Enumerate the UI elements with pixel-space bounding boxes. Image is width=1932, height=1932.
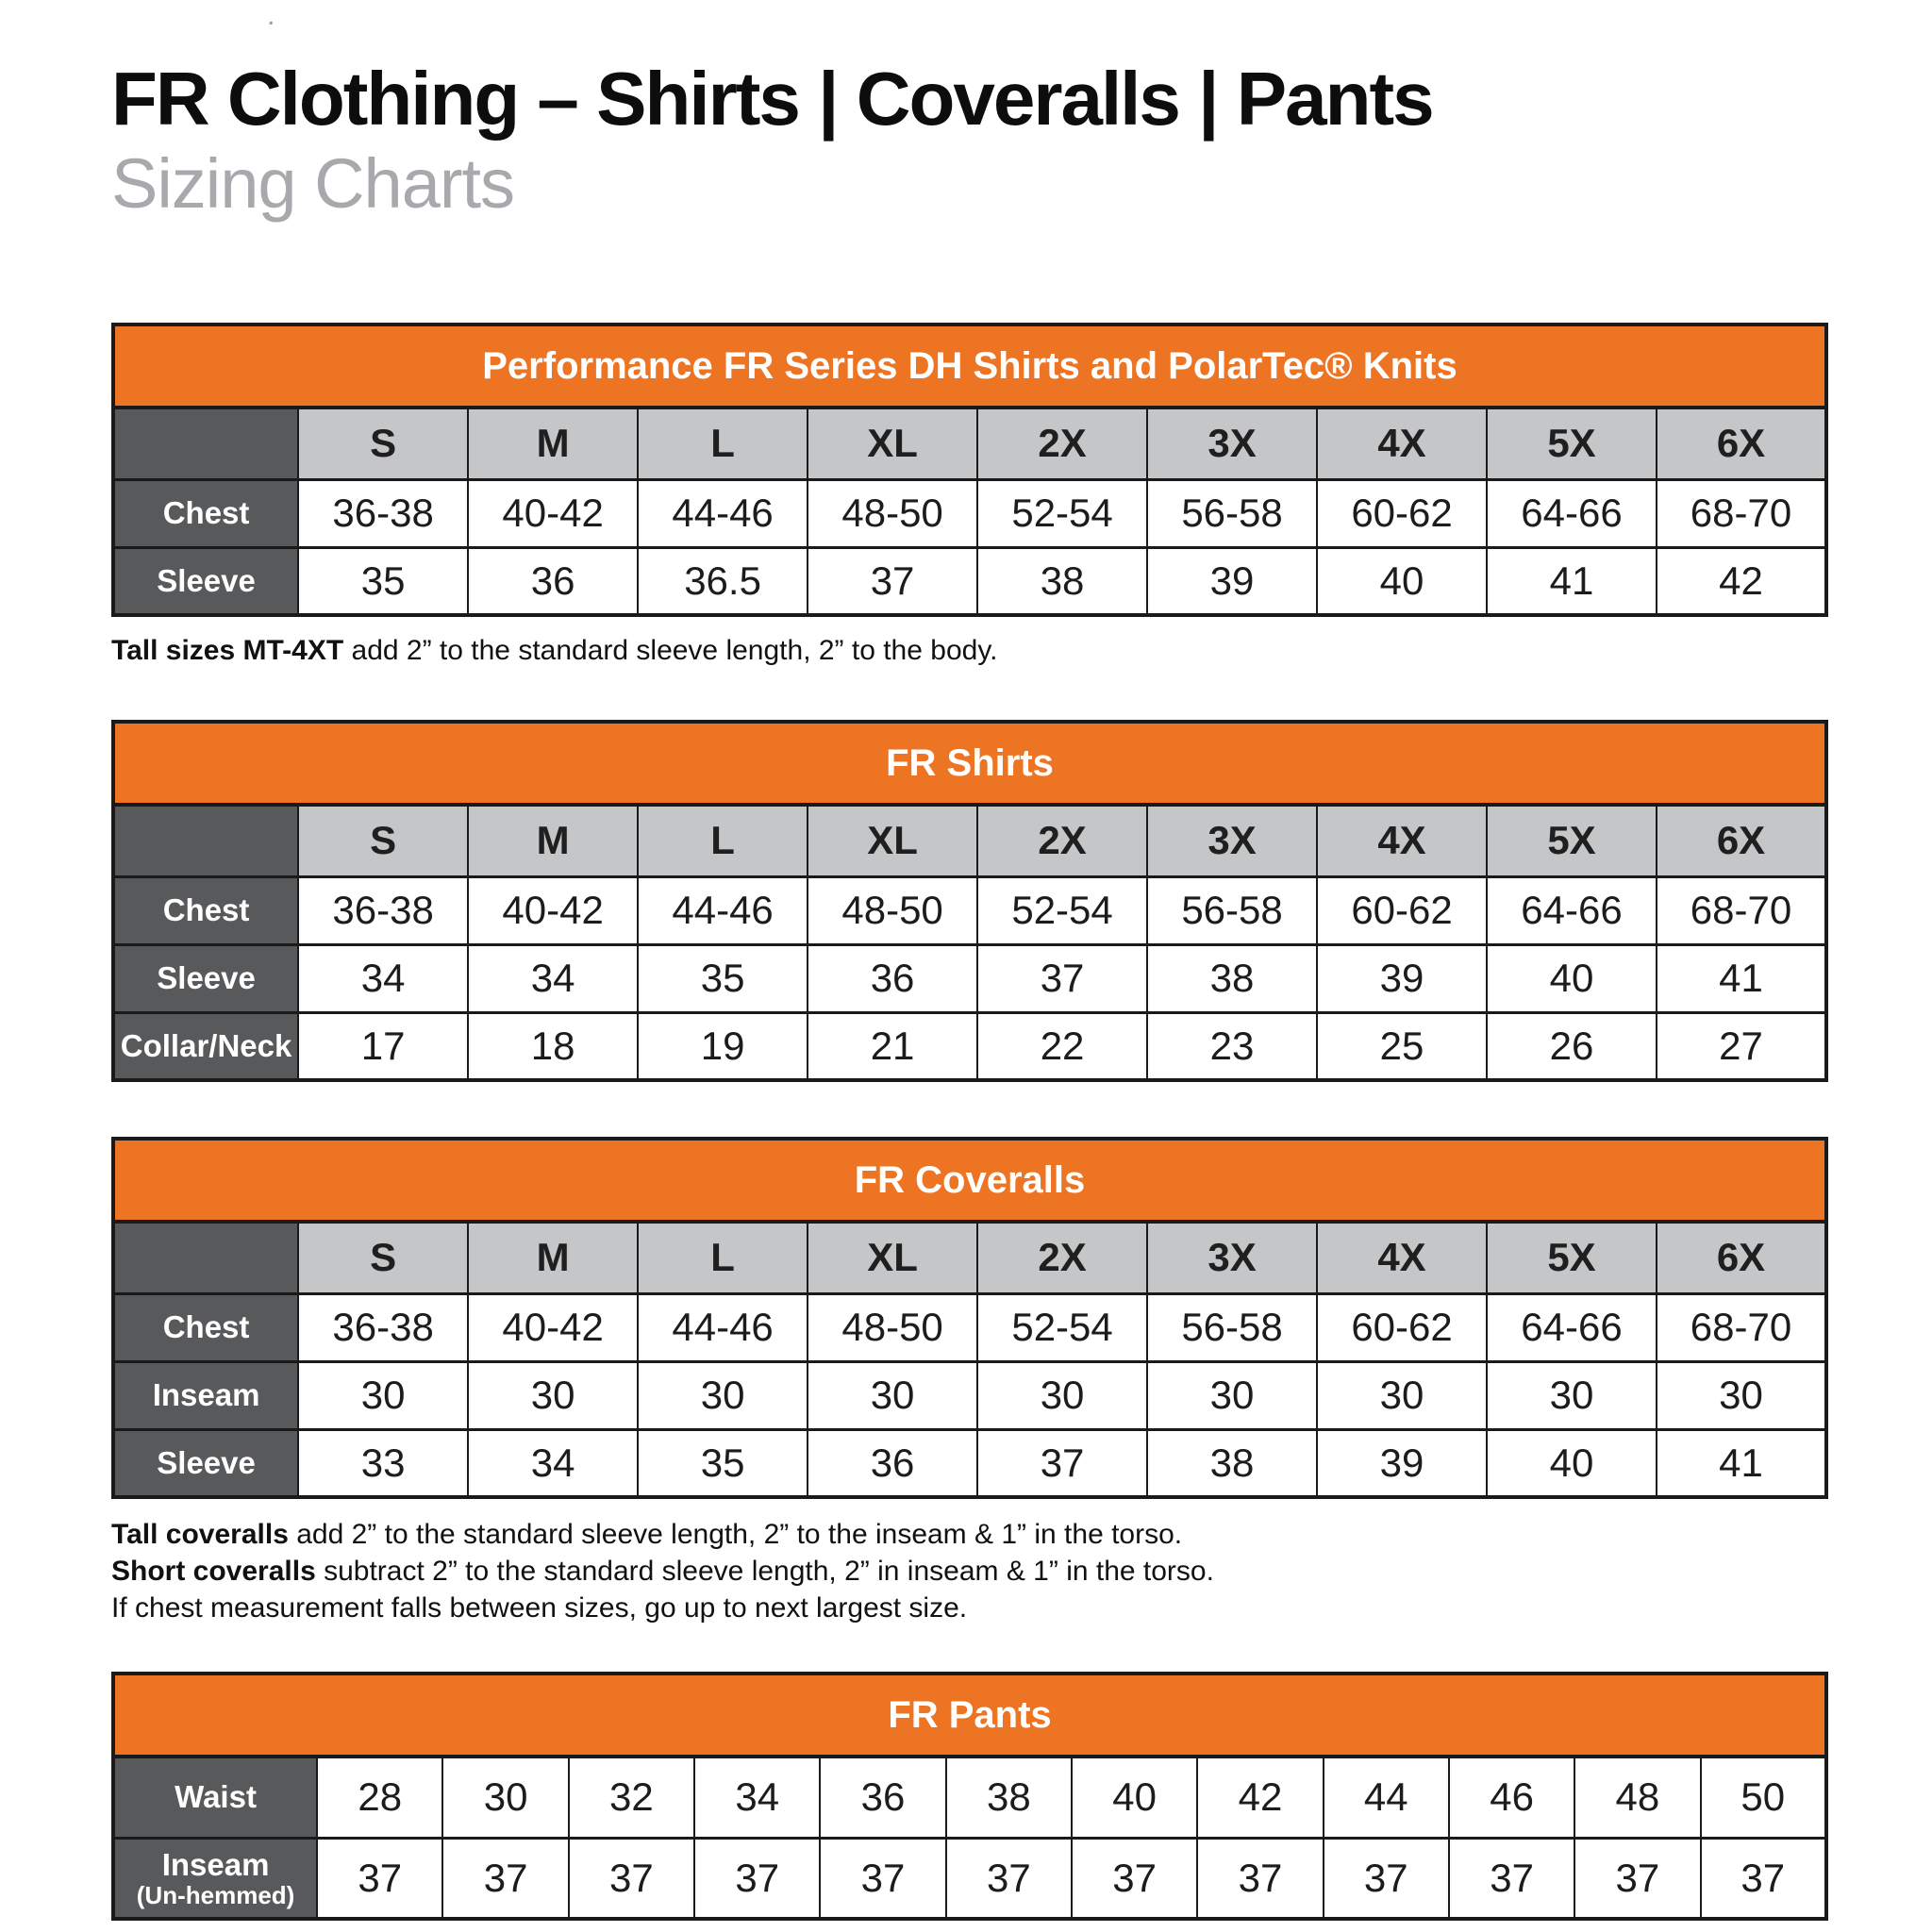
data-cell: 52-54 [977,1293,1147,1361]
data-cell: 64-66 [1487,479,1657,547]
data-cell: 37 [977,944,1147,1012]
data-cell: 37 [694,1838,820,1919]
table-title-row [113,1674,1826,1757]
table-notes [111,632,1828,669]
data-cell: 34 [298,944,468,1012]
page-title: FR Clothing – Shirts | Coveralls | Pants [111,57,1433,141]
data-cell: 40 [1487,944,1657,1012]
data-cell: 48-50 [808,876,977,944]
data-cell: 56-58 [1147,479,1317,547]
note-text: add 2” to the standard sleeve length, 2” to the body. [343,635,998,666]
data-cell: 44-46 [638,479,808,547]
data-cell: 34 [694,1757,820,1838]
data-cell: 37 [1072,1838,1197,1919]
data-cell: 48-50 [808,1293,977,1361]
data-cell: 44 [1324,1757,1449,1838]
note-bold-text: Short coveralls [111,1556,316,1587]
data-cell: 40-42 [468,1293,638,1361]
table-title: Performance FR Series DH Shirts and PolarTec® Knits [113,325,1826,408]
row-label-text: Chest [162,892,250,927]
data-cell: 38 [1147,1429,1317,1497]
data-cell: 37 [442,1838,568,1919]
data-cell: 38 [1147,944,1317,1012]
data-cell: 25 [1317,1012,1487,1080]
table-title-row [113,325,1826,408]
data-cell: 60-62 [1317,479,1487,547]
data-cell: 44-46 [638,1293,808,1361]
size-header-3x: 3X [1147,408,1317,479]
row-label [113,547,298,615]
row-label-text: Chest [162,1309,250,1344]
data-cell: 23 [1147,1012,1317,1080]
data-cell: 56-58 [1147,1293,1317,1361]
data-cell: 30 [1657,1361,1826,1429]
corner-cell [113,408,298,479]
data-cell: 37 [1197,1838,1323,1919]
note-text: If chest measurement falls between sizes, go up to next largest size. [111,1592,968,1624]
size-header-5x: 5X [1487,805,1657,876]
size-header-2x: 2X [977,408,1147,479]
data-cell: 46 [1449,1757,1574,1838]
sizing-table-fr-coveralls [111,1137,1828,1499]
data-cell: 30 [977,1361,1147,1429]
table-title-row [113,722,1826,805]
data-cell: 26 [1487,1012,1657,1080]
data-cell: 37 [946,1838,1072,1919]
size-header-5x: 5X [1487,408,1657,479]
size-header-6x: 6X [1657,1222,1826,1293]
data-cell: 38 [977,547,1147,615]
row-label-text: Sleeve [157,960,256,995]
data-cell: 37 [1701,1838,1826,1919]
row-label-text: Collar/Neck [120,1027,292,1063]
size-header-m: M [468,1222,638,1293]
size-header-6x: 6X [1657,805,1826,876]
data-cell: 52-54 [977,876,1147,944]
note-bold-text: Tall sizes MT-4XT [111,635,344,666]
size-header-l: L [638,408,808,479]
data-cell: 36.5 [638,547,808,615]
table-row-chest [113,876,1826,944]
table-title-row [113,1139,1826,1222]
data-cell: 64-66 [1487,876,1657,944]
data-cell: 42 [1197,1757,1323,1838]
data-cell: 36 [820,1757,945,1838]
data-cell: 44-46 [638,876,808,944]
data-cell: 40 [1072,1757,1197,1838]
size-header-3x: 3X [1147,1222,1317,1293]
size-header-2x: 2X [977,805,1147,876]
data-cell: 50 [1701,1757,1826,1838]
row-label-text: Waist [175,1779,257,1815]
data-cell: 30 [638,1361,808,1429]
data-cell: 18 [468,1012,638,1080]
data-cell: 34 [468,944,638,1012]
data-cell: 30 [1147,1361,1317,1429]
data-cell: 40-42 [468,876,638,944]
size-header-5x: 5X [1487,1222,1657,1293]
row-label [113,1361,298,1429]
note-line [111,1590,1828,1626]
data-cell: 28 [317,1757,442,1838]
size-header-m: M [468,805,638,876]
data-cell: 30 [1317,1361,1487,1429]
row-label [113,876,298,944]
row-label [113,479,298,547]
size-header-s: S [298,408,468,479]
data-cell: 39 [1147,547,1317,615]
note-bold-text: Tall coveralls [111,1519,289,1550]
data-cell: 17 [298,1012,468,1080]
size-header-6x: 6X [1657,408,1826,479]
size-header-l: L [638,1222,808,1293]
note-line [111,1516,1828,1553]
table-title: FR Coveralls [113,1139,1826,1222]
data-cell: 48-50 [808,479,977,547]
table-section-fr-pants [111,1672,1828,1921]
data-cell: 27 [1657,1012,1826,1080]
size-header-xl: XL [808,1222,977,1293]
data-cell: 36-38 [298,876,468,944]
data-cell: 39 [1317,1429,1487,1497]
corner-cell [113,1222,298,1293]
size-header-row [113,805,1826,876]
size-header-4x: 4X [1317,1222,1487,1293]
size-header-m: M [468,408,638,479]
size-header-l: L [638,805,808,876]
data-cell: 30 [442,1757,568,1838]
row-label-text: Sleeve [157,562,256,598]
row-label [113,1429,298,1497]
data-cell: 41 [1487,547,1657,615]
stray-scan-mark: . [267,0,275,31]
row-label-subtext: (Un-hemmed) [136,1880,295,1909]
data-cell: 33 [298,1429,468,1497]
row-label [113,1838,317,1919]
data-cell: 37 [1324,1838,1449,1919]
row-label [113,1293,298,1361]
size-header-4x: 4X [1317,408,1487,479]
table-title: FR Pants [113,1674,1826,1757]
page-subtitle: Sizing Charts [111,144,515,223]
data-cell: 40 [1487,1429,1657,1497]
data-cell: 36-38 [298,479,468,547]
row-label-text: Inseam [152,1377,260,1412]
data-cell: 68-70 [1657,479,1826,547]
data-cell: 40 [1317,547,1487,615]
data-cell: 21 [808,1012,977,1080]
data-cell: 37 [317,1838,442,1919]
table-notes [111,1516,1828,1626]
data-cell: 64-66 [1487,1293,1657,1361]
data-cell: 37 [820,1838,945,1919]
data-cell: 34 [468,1429,638,1497]
data-cell: 37 [977,1429,1147,1497]
data-cell: 19 [638,1012,808,1080]
data-cell: 37 [1449,1838,1574,1919]
data-cell: 32 [569,1757,694,1838]
size-header-xl: XL [808,408,977,479]
size-header-3x: 3X [1147,805,1317,876]
data-cell: 48 [1574,1757,1700,1838]
table-section-fr-shirts [111,720,1828,1082]
data-cell: 30 [808,1361,977,1429]
data-cell: 38 [946,1757,1072,1838]
data-cell: 68-70 [1657,1293,1826,1361]
row-label-text: Inseam [161,1846,270,1882]
data-cell: 35 [298,547,468,615]
data-cell: 30 [1487,1361,1657,1429]
data-cell: 41 [1657,944,1826,1012]
data-cell: 42 [1657,547,1826,615]
size-header-s: S [298,805,468,876]
table-row-collar-neck [113,1012,1826,1080]
table-row-sleeve [113,547,1826,615]
data-cell: 35 [638,1429,808,1497]
table-section-performance-fr-knits [111,323,1828,669]
data-cell: 60-62 [1317,1293,1487,1361]
size-header-s: S [298,1222,468,1293]
data-cell: 37 [569,1838,694,1919]
data-cell: 40-42 [468,479,638,547]
row-label-text: Sleeve [157,1444,256,1480]
corner-cell [113,805,298,876]
note-line [111,1553,1828,1590]
row-label [113,1012,298,1080]
table-row-inseam [113,1361,1826,1429]
table-row-inseam [113,1838,1826,1919]
table-row-chest [113,1293,1826,1361]
row-label [113,944,298,1012]
sizing-table-fr-pants [111,1672,1828,1921]
note-line [111,632,1828,669]
size-header-2x: 2X [977,1222,1147,1293]
data-cell: 37 [808,547,977,615]
data-cell: 52-54 [977,479,1147,547]
data-cell: 37 [1574,1838,1700,1919]
row-label [113,1757,317,1838]
table-row-waist [113,1757,1826,1838]
size-header-4x: 4X [1317,805,1487,876]
data-cell: 30 [468,1361,638,1429]
size-header-row [113,408,1826,479]
table-row-chest [113,479,1826,547]
data-cell: 22 [977,1012,1147,1080]
table-row-sleeve [113,944,1826,1012]
size-header-xl: XL [808,805,977,876]
data-cell: 35 [638,944,808,1012]
data-cell: 41 [1657,1429,1826,1497]
data-cell: 36 [468,547,638,615]
data-cell: 36-38 [298,1293,468,1361]
data-cell: 36 [808,944,977,1012]
data-cell: 68-70 [1657,876,1826,944]
sizing-table-fr-shirts [111,720,1828,1082]
data-cell: 56-58 [1147,876,1317,944]
data-cell: 60-62 [1317,876,1487,944]
size-header-row [113,1222,1826,1293]
data-cell: 36 [808,1429,977,1497]
row-label-text: Chest [162,495,250,530]
table-row-sleeve [113,1429,1826,1497]
table-title: FR Shirts [113,722,1826,805]
sizing-table-performance-fr-knits [111,323,1828,617]
note-text: add 2” to the standard sleeve length, 2” to the inseam & 1” in the torso. [288,1519,1183,1550]
table-section-fr-coveralls [111,1137,1828,1626]
note-text: subtract 2” to the standard sleeve length, 2” in inseam & 1” in the torso. [315,1556,1214,1587]
data-cell: 39 [1317,944,1487,1012]
data-cell: 30 [298,1361,468,1429]
